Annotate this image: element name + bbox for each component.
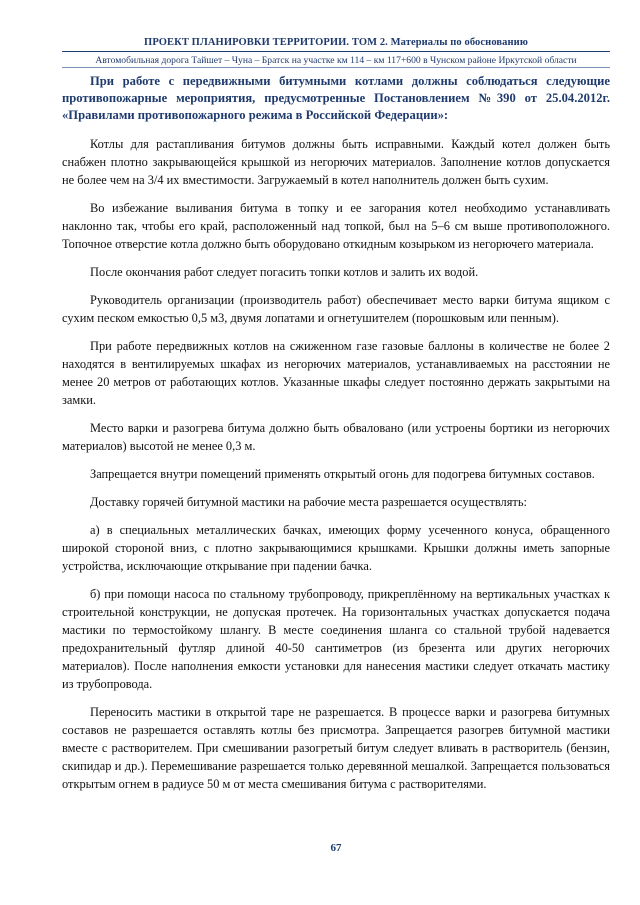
paragraph: При работе передвижных котлов на сжиженном газе газовые баллоны в количестве не более 2 находятся в вентилируемых шкафах из негорючих материалов, устанавливаемых на расстоянии не менее 20 метров от работающих котлов. Указанные шкафы следует постоянно держать закрытыми на замки. xyxy=(62,339,610,407)
paragraph: а) в специальных металлических бачках, имеющих форму усеченного конуса, обращенного широкой стороной вниз, с плотно закрывающимися крышками. Крышки должны иметь запорные устройства, исключающие открывание при падении бачка. xyxy=(62,523,610,573)
paragraph: б) при помощи насоса по стальному трубопроводу, прикреплённому на вертикальных участках к строительной конструкции, не допуская протечек. На горизонтальных участках допускается подача мастики по термостойкому шлангу. В месте соединения шланга со стальной трубой надевается предохранительный футляр длиной 40-50 сантиметров (из брезента или других негорючих материалов). После наполнения емкости установки для нанесения мастики следует откачать мастику из трубопровода. xyxy=(62,587,610,691)
paragraph: Во избежание выливания битума в топку и ее загорания котел необходимо устанавливать наклонно так, чтобы его край, расположенный над топкой, был на 5–6 см выше противоположного. Топочное отверстие котла должно быть оборудовано откидным козырьком из негорючего материала. xyxy=(62,201,610,251)
paragraph: Переносить мастики в открытой таре не разрешается. В процессе варки и разогрева битумных составов не разрешается оставлять котлы без присмотра. Запрещается разогрев битумной мастики вместе с растворителем. При смешивании разогретый битум следует вливать в растворитель (бензин, скипидар и др.). Перемешивание разрешается только деревянной мешалкой. Запрещается пользоваться открытым огнем в радиусе 50 м от места смешивания битума с растворителями. xyxy=(62,705,610,791)
header-title: ПРОЕКТ ПЛАНИРОВКИ ТЕРРИТОРИИ. ТОМ 2. Материалы по обоснованию xyxy=(144,37,528,48)
paragraph: Доставку горячей битумной мастики на рабочие места разрешается осуществлять: xyxy=(90,495,527,509)
paragraph: Руководитель организации (производитель работ) обеспечивает место варки битума ящиком с сухим песком емкостью 0,5 м3, двумя лопатами и огнетушителем (порошковым или пенным). xyxy=(62,293,610,325)
document-page xyxy=(62,0,610,905)
document-body xyxy=(62,73,610,793)
paragraph: Запрещается внутри помещений применять открытый огонь для подогрева битумных составов. xyxy=(90,467,595,481)
header-divider-lower xyxy=(62,67,610,68)
paragraph: После окончания работ следует погасить топки котлов и залить их водой. xyxy=(90,265,479,279)
header-divider xyxy=(62,51,610,52)
lead-paragraph: При работе с передвижными битумными котлами должны соблюдаться следующие противопожарные мероприятия, предусмотренные Постановлением №390 от 25.04.2012г. «Правилами противопожарного режима в Российской Федерации»: xyxy=(62,74,610,122)
page-number: 67 xyxy=(330,842,342,854)
header-subtitle: Автомобильная дорога Тайшет – Чуна – Братск на участке км 114 – км 117+600 в Чунском районе Иркутской области xyxy=(95,55,577,66)
paragraph: Котлы для растапливания битумов должны быть исправными. Каждый котел должен быть снабжен плотно закрывающейся крышкой из негорючих материалов. Заполнение котлов допускается не более чем на 3/4 их вместимости. Загружаемый в котел наполнитель должен быть сухим. xyxy=(62,137,610,187)
paragraph: Место варки и разогрева битума должно быть обваловано (или устроены бортики из негорючих материалов) высотой не менее 0,3 м. xyxy=(62,421,610,453)
